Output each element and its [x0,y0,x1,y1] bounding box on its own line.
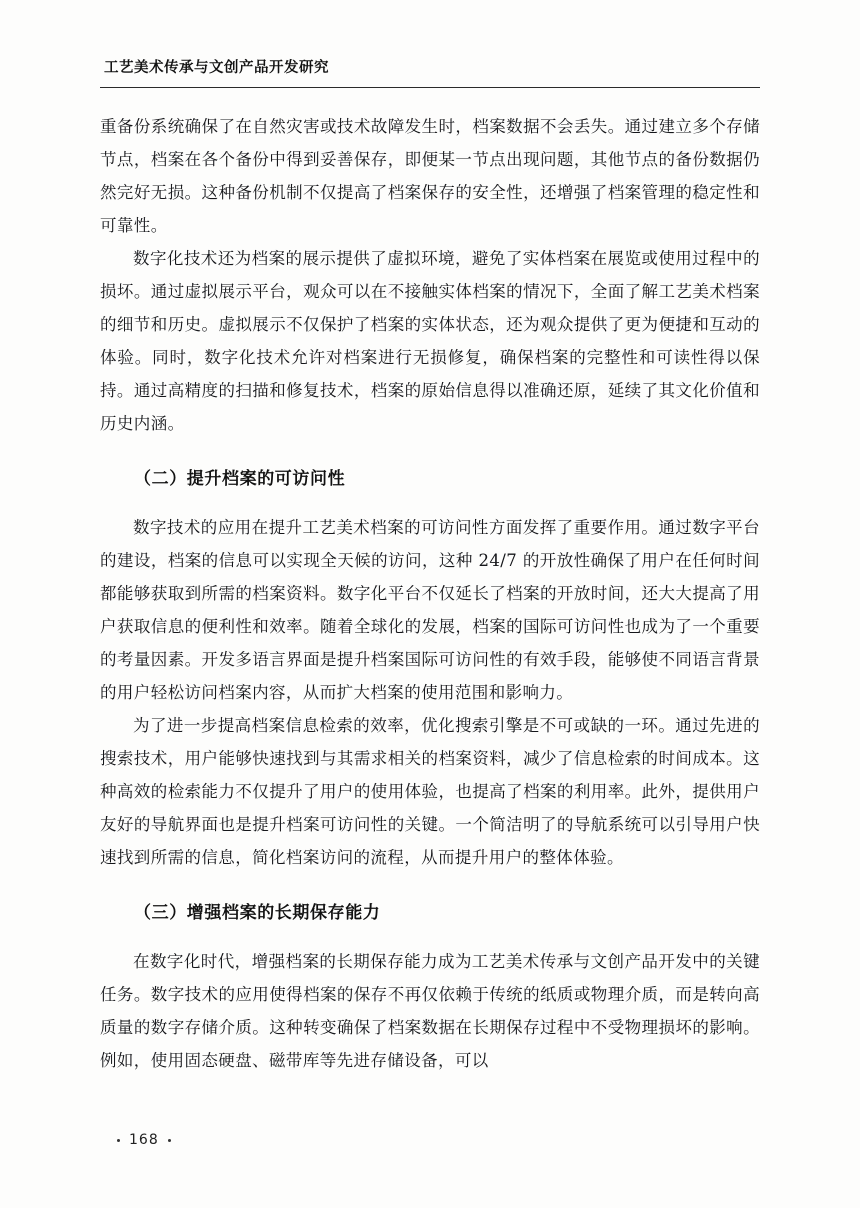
folio-dot-right-icon [168,1139,171,1142]
paragraph: 重备份系统确保了在自然灾害或技术故障发生时，档案数据不会丢失。通过建立多个存储节点，档案在各个备份中得到妥善保存，即便某一节点出现问题，其他节点的备份数据仍然完好无损。这种备份机制不仅提高了档案保存的安全性，还增强了档案管理的稳定性和可靠性。 [100,117,760,235]
paragraph: 在数字化时代，增强档案的长期保存能力成为工艺美术传承与文创产品开发中的关键任务。数字技术的应用使得档案的保存不再仅依赖于传统的纸质或物理介质，而是转向高质量的数字存储介质。这种转变确保了档案数据在长期保存过程中不受物理损坏的影响。例如，使用固态硬盘、磁带库等先进存储设备，可以 [100,952,760,1071]
running-head: 工艺美术传承与文创产品开发研究 [104,60,329,76]
folio-dot-left-icon [117,1139,120,1142]
section-heading: （二）提升档案的可访问性 [134,469,346,489]
folio [108,1132,180,1148]
page-footer [100,1132,760,1148]
page-content [100,56,760,1077]
paragraph: 数字技术的应用在提升工艺美术档案的可访问性方面发挥了重要作用。通过数字平台的建设，档案的信息可以实现全天候的访问，这种 24/7 的开放性确保了用户在任何时间都能够获取到所需的档案资料。数字化平台不仅延长了档案的开放时间，还大大提高了用户获取信息的便利性和效率。随着全球化的发展，档案的国际可访问性也成为了一个重要的考量因素。开发多语言界面是提升档案国际可访问性的有效手段，能够使不同语言背景的用户轻松访问档案内容，从而扩大档案的使用范围和影响力。 [100,518,760,703]
paragraph: 数字化技术还为档案的展示提供了虚拟环境，避免了实体档案在展览或使用过程中的损坏。通过虚拟展示平台，观众可以在不接触实体档案的情况下，全面了解工艺美术档案的细节和历史。虚拟展示不仅保护了档案的实体状态，还为观众提供了更为便捷和互动的体验。同时，数字化技术允许对档案进行无损修复，确保档案的完整性和可读性得以保持。通过高精度的扫描和修复技术，档案的原始信息得以准确还原，延续了其文化价值和历史内涵。 [100,249,760,433]
section-heading: （三）增强档案的长期保存能力 [134,903,381,924]
page-number: 168 [129,1132,159,1148]
header-rule [100,87,760,88]
paragraph: 为了进一步提高档案信息检索的效率，优化搜索引擎是不可或缺的一环。通过先进的搜索技术，用户能够快速找到与其需求相关的档案资料，减少了信息检索的时间成本。这种高效的检索能力不仅提升了用户的使用体验，也提高了档案的利用率。此外，提供用户友好的导航界面也是提升档案可访问性的关键。一个简洁明了的导航系统可以引导用户快速找到所需的信息，简化档案访问的流程，从而提升用户的整体体验。 [100,716,760,868]
